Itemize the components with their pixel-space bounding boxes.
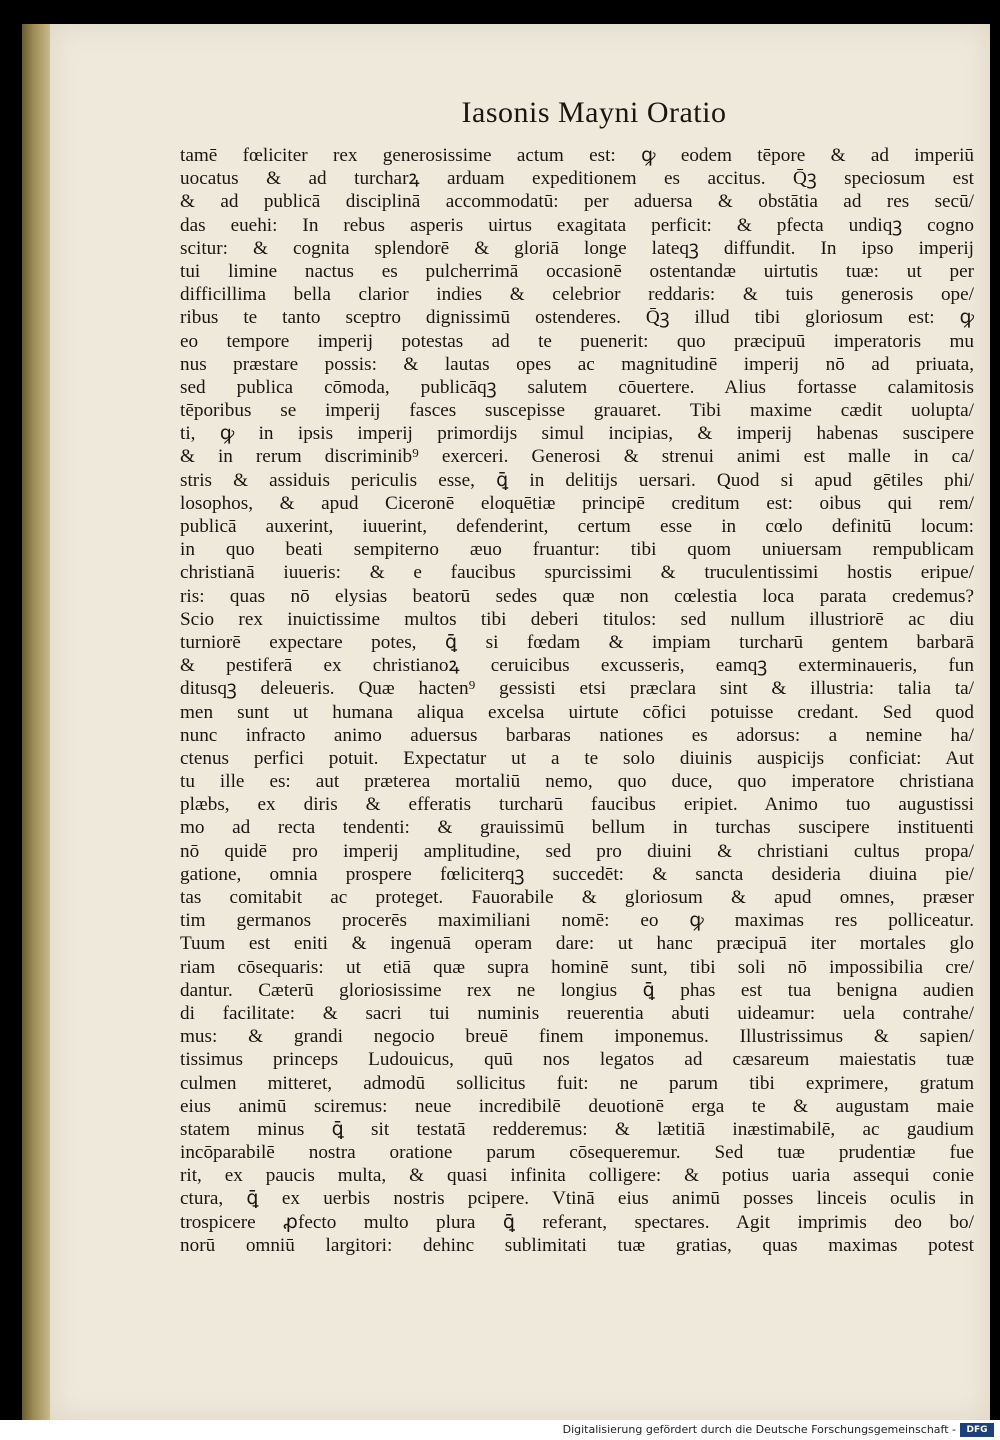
- text-line: rit, ex paucis multa, & quasi infinita colligere: & potius uaria assequi conie: [180, 1165, 974, 1187]
- text-line: di facilitate: & sacri tui numinis reuerentia abuti uideamur: uela contrahe/: [180, 1002, 974, 1024]
- text-line: ti, ꝙ in ipsis imperij primordijs simul incipias, & imperij habenas suscipere: [180, 423, 974, 445]
- text-line: & in rerum discriminib⁹ exerceri. Generosi & strenui animi est malle in ca/: [180, 446, 974, 468]
- text-line: ctenus perfici potuit. Expectatur ut a te solo diuinis auspicijs conficiat: Aut: [180, 747, 974, 769]
- digitization-footer: [0, 1420, 1000, 1440]
- text-line: mo ad recta tendenti: & grauissimū bellum in turchas suscipere instituenti: [180, 817, 974, 839]
- book-page: [50, 24, 990, 1420]
- text-line: plæbs, ex diris & efferatis turcharū faucibus eripiet. Animo tuo augustissi: [180, 794, 974, 816]
- text-line: scitur: & cognita splendorē & gloriā longe lateqꝫ diffundit. In ipso imperij: [180, 237, 974, 259]
- text-line: sed publica cōmoda, publicāqꝫ salutem cōuertere. Alius fortasse calamitosis: [180, 376, 974, 398]
- text-line: tu ille es: aut præterea mortaliū nemo, quo duce, quo imperatore christiana: [180, 771, 974, 793]
- text-line: ribus te tanto sceptro dignissimū ostenderes. Q̄ꝫ illud tibi gloriosum est: ꝙ: [180, 307, 974, 329]
- text-line: riam cōsequaris: ut etiā quæ supra hominē sunt, tibi soli nō impossibilia cre/: [180, 956, 974, 978]
- text-line: tas comitabit ac proteget. Fauorabile & gloriosum & apud omnes, præser: [180, 887, 974, 908]
- text-line: Scio rex inuictissime multos tibi deberi titulos: sed nullum illustriorē ac diu: [180, 608, 974, 630]
- text-line: tui limine nactus es pulcherrimā occasionē ostentandæ uirtutis tuæ: ut per: [180, 260, 974, 282]
- text-line: culmen mitteret, admodū sollicitus fuit: ne parum tibi exprimere, gratum: [180, 1072, 974, 1094]
- text-line: tissimus princeps Ludouicus, quū nos legatos ad cæsareum maiestatis tuæ: [180, 1049, 974, 1071]
- text-line: in quo beati sempiterno æuo fruantur: tibi quom uniuersam rempublicam: [180, 539, 974, 561]
- page-header: [50, 96, 990, 130]
- text-line: ctura, ꝗ̄ ex uerbis nostris pcipere. Vtinā eius animū posses linceis oculis in: [180, 1188, 974, 1210]
- text-line: gatione, omnia prospere fœliciterqꝫ succedēt: & sancta desideria diuina pie/: [180, 863, 974, 885]
- funding-notice: Digitalisierung gefördert durch die Deutsche Forschungsgemeinschaft -: [562, 1423, 956, 1436]
- text-line: tamē fœliciter rex generosissime actum est: ꝙ eodem tēpore & ad imperiū: [180, 145, 974, 166]
- text-line: mus: & grandi negocio breuē finem imponemus. Illustrissimus & sapien/: [180, 1026, 974, 1048]
- text-line: dantur. Cæterū gloriosissime rex ne longius ꝗ̄ phas est tua benigna audien: [180, 979, 974, 1001]
- text-line: norū omniū largitori: dehinc sublimitati tuæ gratias, quas maximas potest: [180, 1234, 974, 1256]
- book-spine-edge: [22, 24, 50, 1420]
- text-line: das euehi: In rebus asperis uirtus exagitata perficit: & pfecta undiqꝫ cogno: [180, 214, 974, 236]
- text-line: trospicere ꝓfecto multo plura ꝗ̄ referant, spectares. Agit imprimis deo bo/: [180, 1211, 974, 1233]
- text-line: men sunt ut humana aliqua excelsa uirtute cōfici potuisse credant. Sed quod: [180, 701, 974, 723]
- text-line: turniorē expectare potes, ꝗ̄ si fœdam & impiam turcharū gentem barbarā: [180, 631, 974, 653]
- text-line: publicā auxerint, iuuerint, defenderint, certum esse in cœlo definitū locum:: [180, 516, 974, 537]
- text-line: Tuum est eniti & ingenuā operam dare: ut hanc præcipuā iter mortales glo: [180, 933, 974, 955]
- text-line: tēporibus se imperij fasces suscepisse grauaret. Tibi maxime cædit uolupta/: [180, 400, 974, 422]
- text-line: nus præstare possis: & lautas opes ac magnitudinē imperij nō ad priuata,: [180, 353, 974, 375]
- text-line: nō quidē pro imperij amplitudine, sed pro diuini & christiani cultus propa/: [180, 840, 974, 862]
- text-line: stris & assiduis periculis esse, ꝗ̄ in delitijs uersari. Quod si apud gētiles phi/: [180, 469, 974, 491]
- text-line: statem minus ꝗ̄ sit testatā redderemus: & lætitiā inæstimabilē, ac gaudium: [180, 1118, 974, 1140]
- text-line: incōparabilē nostra oratione parum cōsequeremur. Sed tuæ prudentiæ fue: [180, 1142, 974, 1164]
- page-text-block: [180, 144, 974, 1257]
- text-line: uocatus & ad turcharꝝ arduam expeditionem es accitus. Q̄ꝫ speciosum est: [180, 168, 974, 190]
- text-line: nunc infracto animo aduersus barbaras nationes es adorsus: a nemine ha/: [180, 724, 974, 746]
- dfg-logo: DFG: [960, 1423, 994, 1437]
- text-line: difficillima bella clarior indies & celebrior reddaris: & tuis generosis ope/: [180, 284, 974, 306]
- text-line: ris: quas nō elysias beatorū sedes quæ non cœlestia loca parata credemus?: [180, 585, 974, 607]
- text-line: tim germanos procerēs maximiliani nomē: eo ꝙ maximas res polliceatur.: [180, 910, 974, 932]
- text-line: eo tempore imperij potestas ad te puenerit: quo præcipuū imperatoris mu: [180, 330, 974, 352]
- text-line: eius animū sciremus: neue incredibilē deuotionē erga te & augustam maie: [180, 1095, 974, 1117]
- text-line: & pestiferā ex christianoꝝ ceruicibus excusseris, eamqꝫ exterminaueris, fun: [180, 655, 974, 677]
- running-title: Iasonis Mayni Oratio: [461, 96, 727, 129]
- text-line: & ad publicā disciplinā accommodatū: per aduersa & obstātia ad res secū/: [180, 191, 974, 213]
- text-line: losophos, & apud Ciceronē eloquētiæ principē creditum est: oibus qui rem/: [180, 492, 974, 514]
- text-line: ditusqꝫ deleueris. Quæ hacten⁹ gessisti etsi præclara sint & illustria: talia ta/: [180, 678, 974, 700]
- text-line: christianā iuueris: & e faucibus spurcissimi & truculentissimi hostis eripue/: [180, 562, 974, 584]
